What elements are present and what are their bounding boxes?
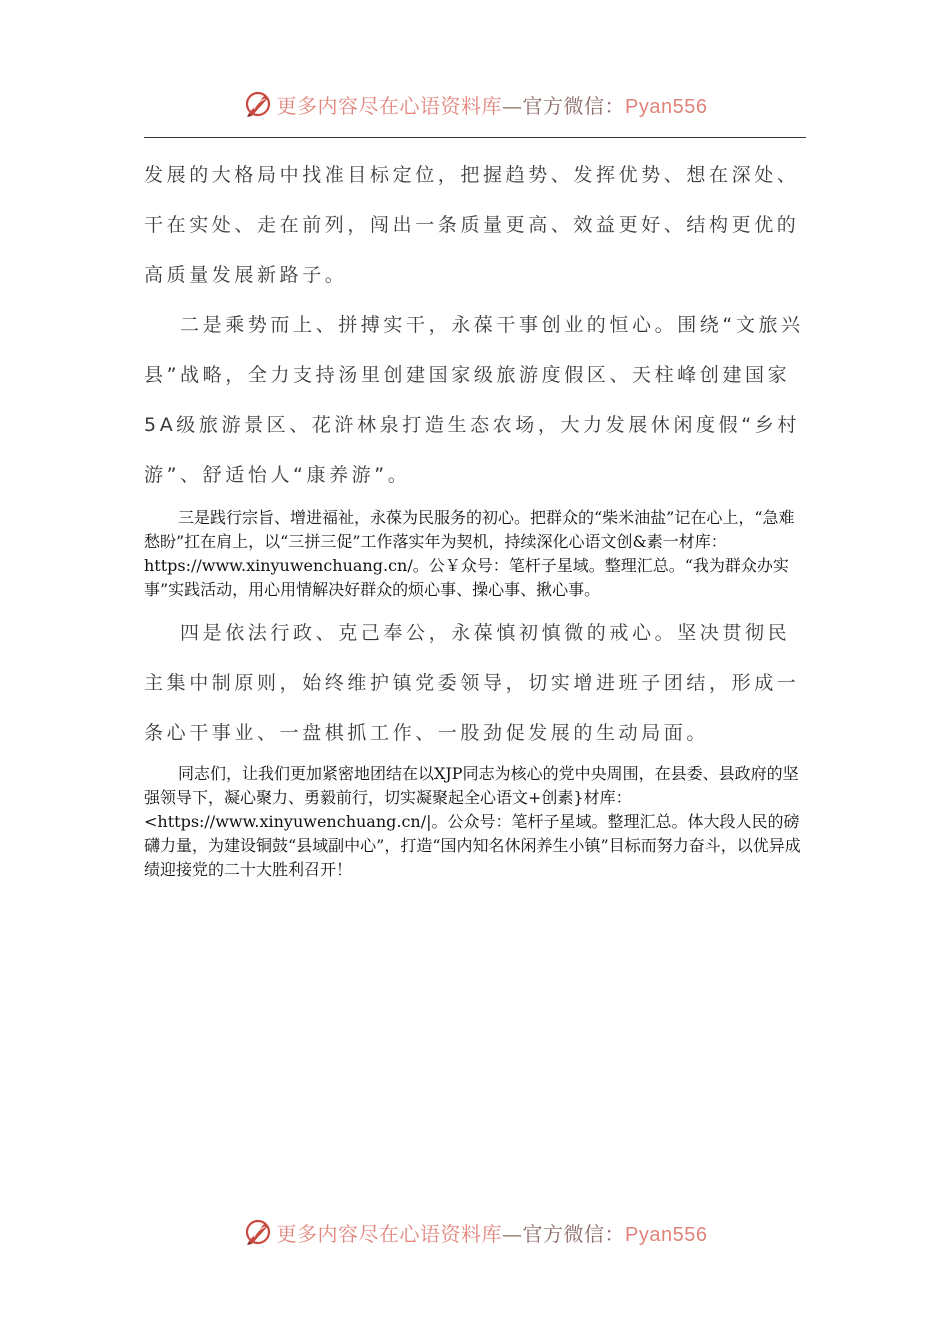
footer-banner-account: 官方微信： — [522, 1221, 626, 1246]
header-banner-text — [277, 90, 708, 119]
paragraph-5: 同志们，让我们更加紧密地团结在以XJP同志为核心的党中央周围，在县委、县政府的坚强领导下，凝心聚力、勇毅前行，切实凝聚起全心语文+创素}材库：<https://www.xinyuwenchuang.cn/|。公众号：笔杆子星域。整理汇总。体大段人民的磅礴力量，为建设铜鼓“县域副中心”，打造“国内知名休闲养生小镇”目标而努力奋斗，以优异成绩迎接党的二十大胜利召开！ — [144, 764, 801, 879]
header-banner-main: 更多内容尽在心语资料库 — [276, 93, 503, 118]
pen-logo-icon — [243, 1217, 273, 1247]
paragraph-2: 二是乘势而上、拼搏实干，永葆干事创业的恒心。围绕“文旅兴县”战略，全力支持汤里创建国家级旅游度假区、天柱峰创建国家5A级旅游景区、花浒林泉打造生态农场，大力发展休闲度假“乡村游”、舒适怡人“康养游”。 — [144, 314, 804, 486]
footer-banner-dash: — — [502, 1221, 523, 1246]
footer-banner — [0, 1212, 950, 1252]
document-body — [144, 150, 806, 882]
header-banner-wechat: Pyan556 — [625, 95, 708, 118]
header-banner-account: 官方微信： — [522, 93, 626, 118]
paragraph-3: 三是践行宗旨、增进福祉，永葆为民服务的初心。把群众的“柴米油盐”记在心上，“急难愁盼”扛在肩上，以“三拼三促”工作落实年为契机，持续深化心语文创&素一材库：https://www.xinyuwenchuang.cn/。公￥众号：笔杆子星域。整理汇总。“我为群众办实事”实践活动，用心用情解决好群众的烦心事、操心事、揪心事。 — [144, 508, 795, 599]
header-banner-dash: — — [502, 93, 523, 118]
footer-banner-text — [277, 1218, 708, 1247]
header-banner — [0, 84, 950, 124]
footer-banner-main: 更多内容尽在心语资料库 — [276, 1221, 503, 1246]
header-divider — [144, 137, 806, 138]
footer-banner-wechat: Pyan556 — [625, 1223, 708, 1246]
pen-logo-icon — [243, 89, 273, 119]
paragraph-1: 发展的大格局中找准目标定位，把握趋势、发挥优势、想在深处、干在实处、走在前列，闯出一条质量更高、效益更好、结构更优的高质量发展新路子。 — [144, 164, 800, 286]
paragraph-4: 四是依法行政、克己奉公，永葆慎初慎微的戒心。坚决贯彻民主集中制原则，始终维护镇党委领导，切实增进班子团结，形成一条心干事业、一盘棋抓工作、一股劲促发展的生动局面。 — [144, 622, 800, 744]
